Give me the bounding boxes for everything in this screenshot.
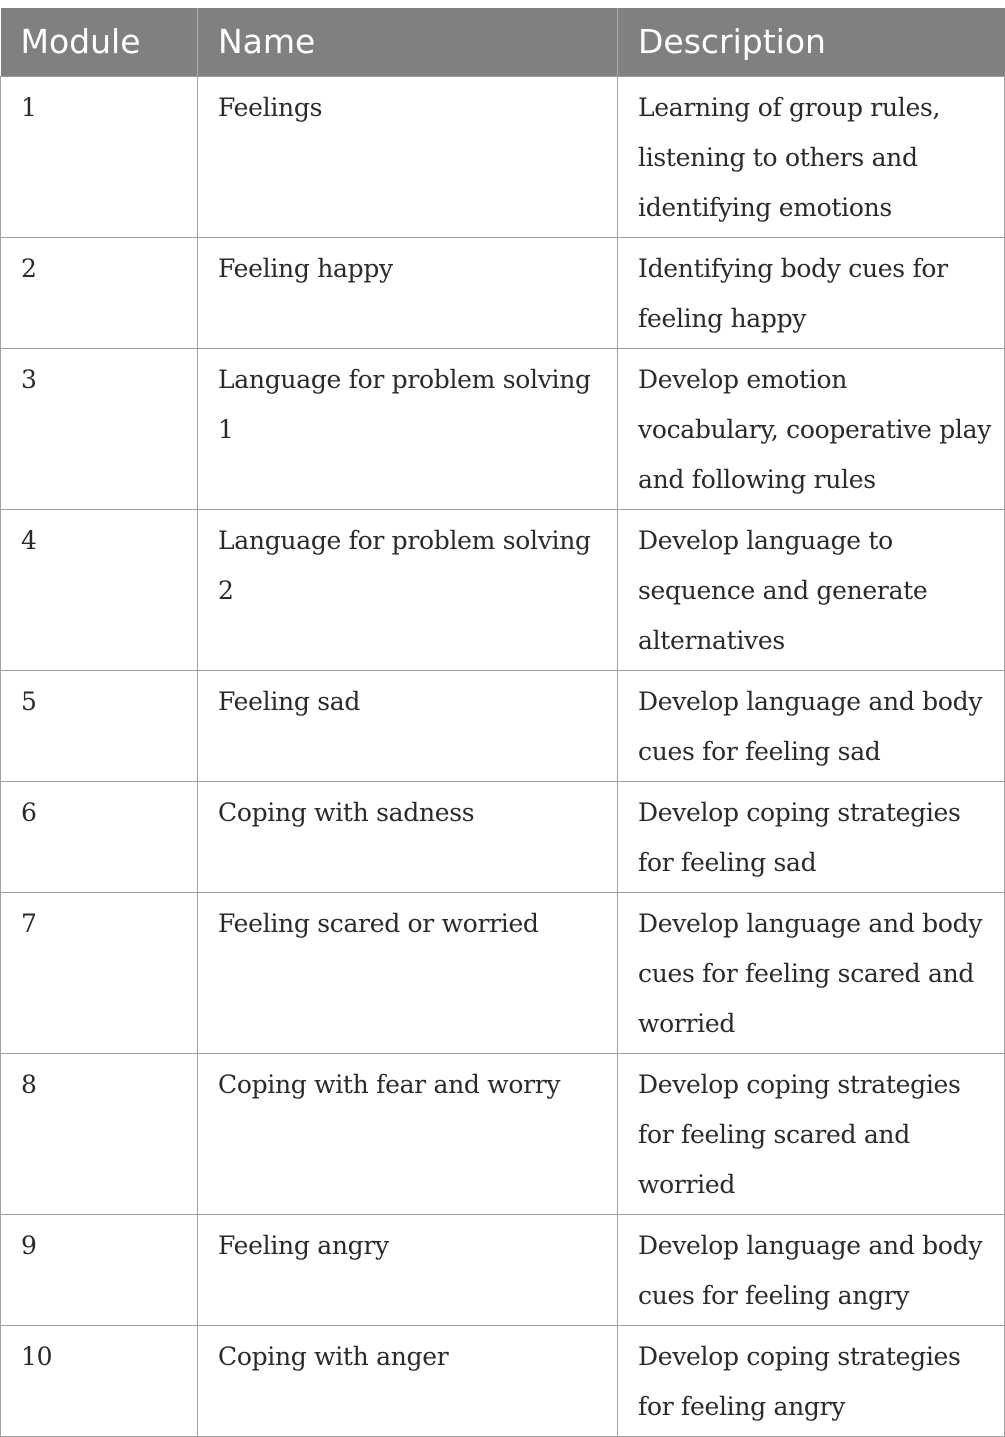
- module-description: Develop language and body cues for feeling scared and worried: [618, 892, 1005, 1053]
- module-number: 10: [1, 1325, 198, 1436]
- module-description: Learning of group rules, listening to others and identifying emotions: [618, 76, 1005, 237]
- module-description: Develop language and body cues for feeling sad: [618, 670, 1005, 781]
- module-name: Language for problem solving 2: [198, 509, 618, 670]
- module-description: Develop coping strategies for feeling angry: [618, 1325, 1005, 1436]
- module-number: 6: [1, 781, 198, 892]
- module-number: 7: [1, 892, 198, 1053]
- module-name: Feelings: [198, 76, 618, 237]
- table-row: [1, 781, 1005, 892]
- module-description: Develop coping strategies for feeling sad: [618, 781, 1005, 892]
- module-number: 4: [1, 509, 198, 670]
- table-row: [1, 1053, 1005, 1214]
- module-number: 9: [1, 1214, 198, 1325]
- module-number: 2: [1, 237, 198, 348]
- module-name: Feeling scared or worried: [198, 892, 618, 1053]
- module-number: 5: [1, 670, 198, 781]
- table-row: [1, 76, 1005, 237]
- module-description: Develop emotion vocabulary, cooperative play and following rules: [618, 348, 1005, 509]
- module-number: 1: [1, 76, 198, 237]
- module-number: 8: [1, 1053, 198, 1214]
- header-module: Module: [1, 8, 198, 76]
- table-row: [1, 509, 1005, 670]
- header-name: Name: [198, 8, 618, 76]
- module-number: 3: [1, 348, 198, 509]
- module-description: Develop language to sequence and generate alternatives: [618, 509, 1005, 670]
- table-row: [1, 237, 1005, 348]
- header-row: [1, 8, 1005, 76]
- table-header: [1, 8, 1005, 76]
- module-name: Feeling happy: [198, 237, 618, 348]
- module-name: Language for problem solving 1: [198, 348, 618, 509]
- table-row: [1, 1325, 1005, 1436]
- header-description: Description: [618, 8, 1005, 76]
- module-name: Coping with fear and worry: [198, 1053, 618, 1214]
- table-row: [1, 892, 1005, 1053]
- modules-table: [0, 8, 1005, 1437]
- table-body: [1, 76, 1005, 1436]
- module-description: Develop coping strategies for feeling scared and worried: [618, 1053, 1005, 1214]
- module-description: Develop language and body cues for feeling angry: [618, 1214, 1005, 1325]
- module-name: Feeling angry: [198, 1214, 618, 1325]
- table-row: [1, 670, 1005, 781]
- table-row: [1, 348, 1005, 509]
- module-name: Coping with sadness: [198, 781, 618, 892]
- module-name: Feeling sad: [198, 670, 618, 781]
- module-name: Coping with anger: [198, 1325, 618, 1436]
- module-description: Identifying body cues for feeling happy: [618, 237, 1005, 348]
- table-row: [1, 1214, 1005, 1325]
